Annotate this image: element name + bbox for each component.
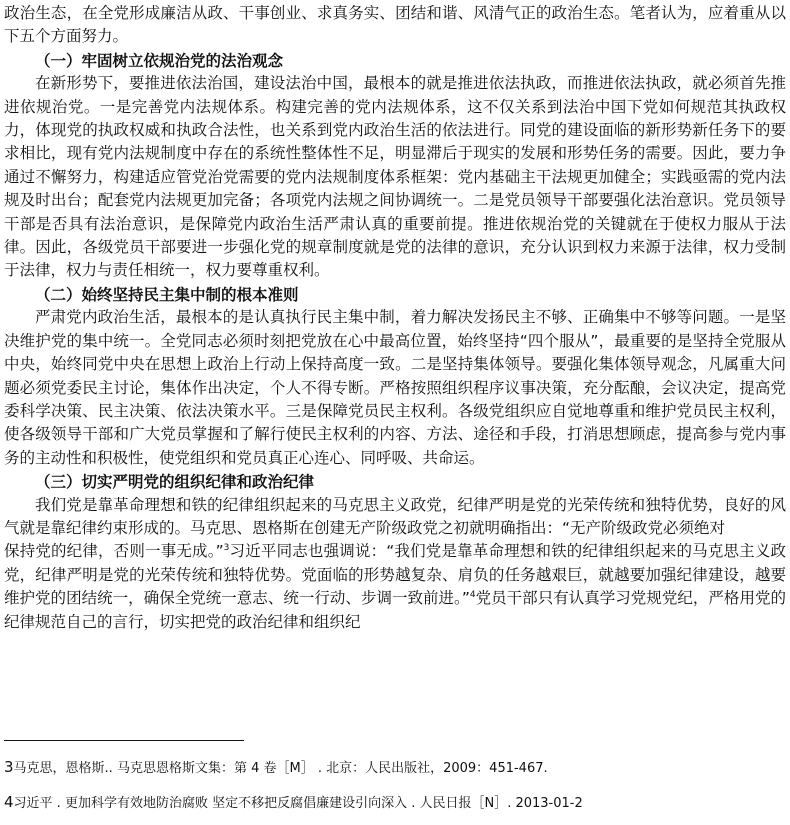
footnote-text: 马克思，恩格斯.. 马克思恩格斯文集：第 4 卷［M］ . 北京：人民出版社，2009：451-467. [13, 761, 548, 776]
section-heading-3: （三）切实严明党的组织纪律和政治纪律 [35, 472, 315, 492]
section-heading-1: （一）牢固树立依规治党的法治观念 [35, 50, 284, 70]
quote-text-2: 习近平同志也强调说：“我们党是靠革命理想和铁的纪律组织起来的马克思主义政党，纪律严明是党的光荣传统和独特优势。党面临的形势越复杂、肩负的任务越艰巨，就越要加强纪律建设，越要维护党的团结统一，确保全党统一意志、统一行动、步调一致前进。” [4, 542, 786, 608]
paragraph-section-1: 在新形势下，要推进依法治国，建设法治中国，最根本的就是推进依法执政，而推进依法执政，就必须首先推进依规治党。一是完善党内法规体系。构建完善的党内法规体系，这不仅关系到法治中国下党如何规范其执政权力，体现党的执政权威和执政合法性，也关系到党内政治生活的依法进行。同党的建设面临的新形势新任务下的要求相比，现有党内法规制度中存在的系统性整体性不足，明显滞后于现实的发展和形势任务的需要。因此，要力争通过不懈努力，构建适应管党治党需要的党内法规制度体系框架：党内基础主干法规更加健全；实践亟需的党内法规及时出台；配套党内法规更加完备；各项党内法规之间协调统一。二是党员领导干部要强化法治意识。党员领导干部是否具有法治意识，是保障党内政治生活严肃认真的重要前提。推进依规治党的关键就在于使权力服从于法律。因此，各级党员干部要进一步强化党的规章制度就是党的法律的意识，充分认识到权力来源于法律，权力受制于法律，权力与责任相统一，权力要尊重权利。 [4, 74, 786, 280]
footnote-text: 习近平 . 更加科学有效地防治腐败 坚定不移把反腐倡廉建设引向深入 . 人民日报［N］. 2013-01-2 [13, 796, 583, 811]
footnote-3 [4, 760, 548, 778]
paragraph-intro: 政治生态，在全党形成廉洁从政、干事创业、求真务实、团结和谐、风清气正的政治生态。笔者认为，应着重从以下五个方面努力。 [4, 4, 786, 46]
footnote-4 [4, 795, 583, 813]
paragraph-section-3-continued [4, 540, 786, 634]
paragraph-section-3: 我们党是靠革命理想和铁的纪律组织起来的马克思主义政党，纪律严明是党的光荣传统和独特优势，良好的风气就是靠纪律约束形成的。马克思、恩格斯在创建无产阶级政党之初就明确指出：“无产阶级政党必须绝对 [4, 495, 786, 537]
paragraph-section-2: 严肃党内政治生活，最根本的是认真执行民主集中制，着力解决发扬民主不够、正确集中不够等问题。一是坚决维护党的集中统一。全党同志必须时刻把党放在心中最高位置，始终坚持“四个服从”，最重要的是坚持全党服从中央，始终同党中央在思想上政治上行动上保持高度一致。二是坚持集体领导。要强化集体领导观念，凡属重大问题必须党委民主讨论，集体作出决定，个人不得专断。严格按照组织程序议事决策，充分酝酿，会议决定，提高党委科学决策、民主决策、依法决策水平。三是保障党员民主权利。各级党组织应自觉地尊重和维护党员民主权利，使各级领导干部和广大党员掌握和了解行使民主权利的内容、方法、途径和手段，打消思想顾虑，提高参与党内事务的主动性和积极性，使党组织和党员真正心连心、同呼吸、共命运。 [4, 308, 786, 467]
section-heading-2: （二）始终坚持民主集中制的根本准则 [35, 284, 299, 304]
quote-text-1: 保持党的纪律，否则一事无成。” [4, 542, 224, 561]
footnote-number: 3 [4, 758, 14, 776]
footnote-ref-3[interactable]: 3 [223, 543, 230, 554]
footnote-divider [4, 740, 244, 741]
footnote-ref-4[interactable]: 4 [469, 590, 476, 600]
quote-text-3: 党员干部只有认真学习党规党纪，严格用党的纪律规范自己的言行，切实把党的政治纪律和组织纪 [4, 589, 786, 631]
footnote-number: 4 [4, 793, 14, 811]
